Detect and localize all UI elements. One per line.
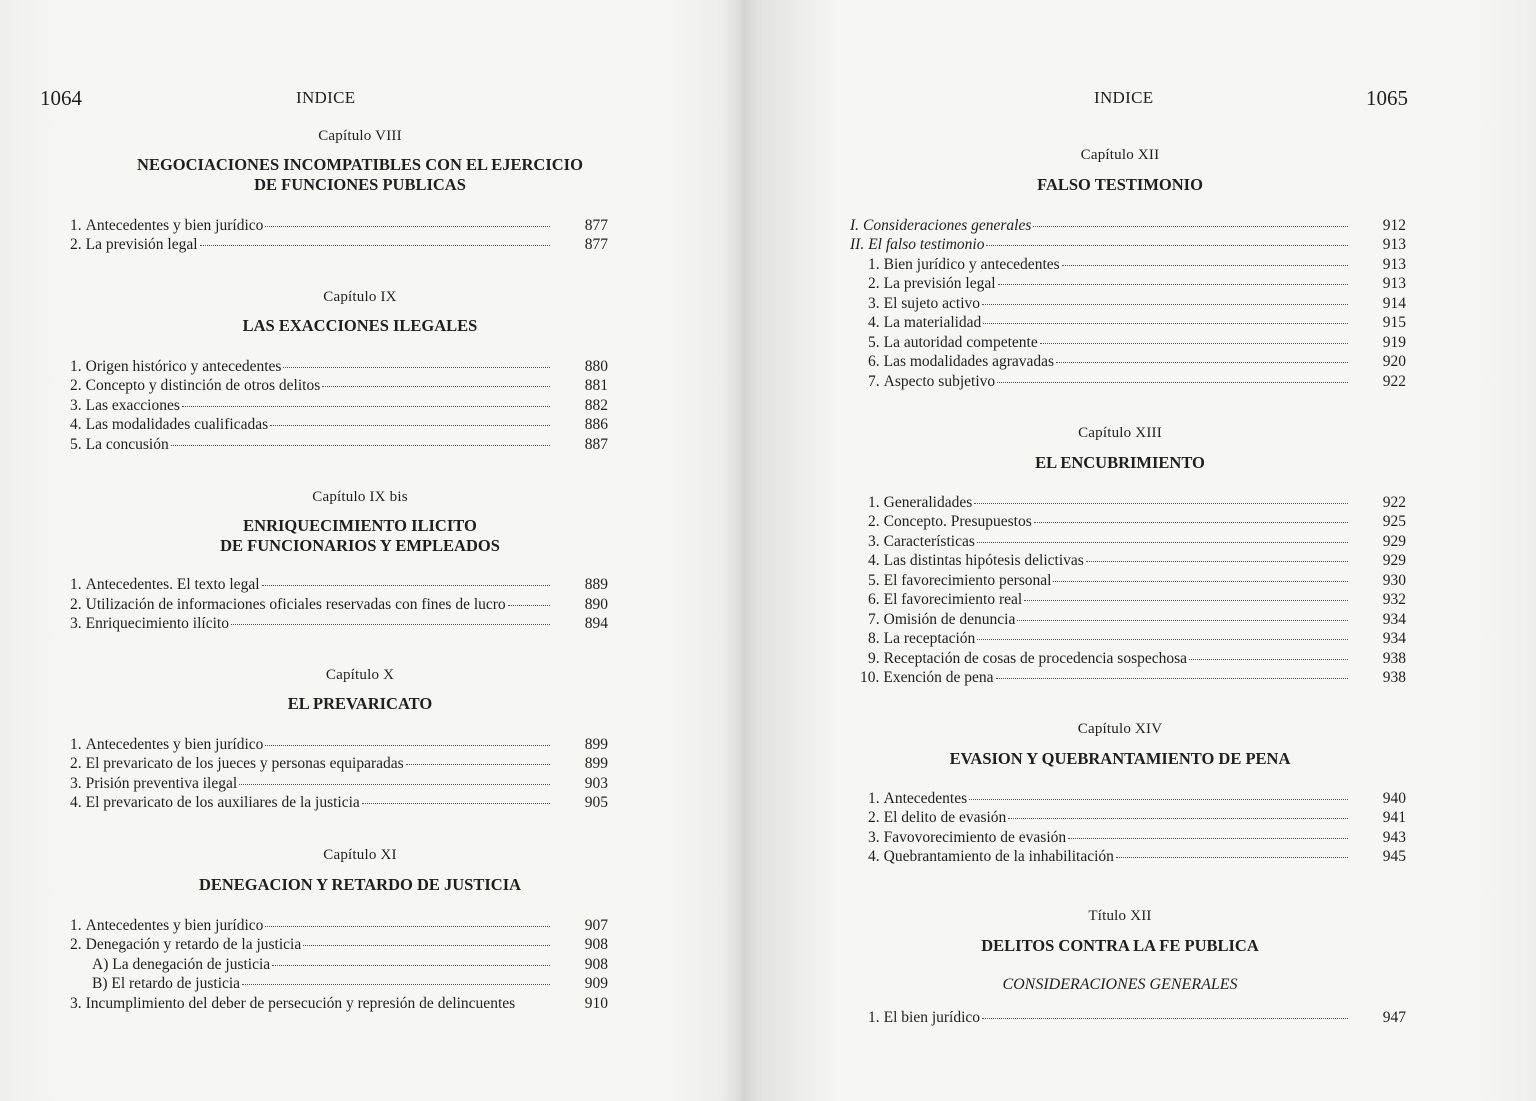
entry-number: 1. [70,736,82,753]
entry-title: La previsión legal [883,275,996,292]
entry-page: 914 [1382,295,1406,312]
chapter-title [40,875,680,895]
book-gutter [722,0,762,1101]
entry-title: Las exacciones [85,397,180,414]
toc-entry[interactable] [88,974,608,994]
entry-title: La previsión legal [85,236,198,253]
toc-entry[interactable] [868,847,1406,867]
entry-number: 1. [868,256,880,273]
entry-number: 7. [868,373,880,390]
entry-page: 938 [1382,669,1406,686]
entry-title: El favorecimiento personal [883,572,1052,589]
entry-number: 9. [868,650,880,667]
entry-page: 929 [1382,533,1406,550]
chapter-title-line: EL PREVARICATO [287,694,433,713]
title-heading [800,936,1440,956]
entry-title: Las modalidades cualificadas [85,416,269,433]
leader-dots [283,355,550,368]
entry-number: 5. [868,334,880,351]
leader-dots [997,370,1348,383]
entry-page: 920 [1382,353,1406,370]
entry-page: 947 [1382,1009,1406,1026]
entry-title: Enriquecimiento ilícito [85,615,229,632]
leader-dots [982,292,1348,305]
entry-page: 908 [584,956,608,973]
toc-entry[interactable] [70,575,608,595]
entry-page: 909 [584,975,608,992]
leader-dots [182,394,550,407]
leader-dots [977,627,1348,640]
toc-entry[interactable] [868,274,1406,294]
toc-entry[interactable] [868,590,1406,610]
toc-entry[interactable] [868,512,1406,532]
entry-number: 6. [868,591,880,608]
entry-title: A) La denegación de justicia [92,956,271,973]
entry-number: 2. [868,275,880,292]
entry-page: 925 [1382,513,1406,530]
entry-page: 882 [584,397,608,414]
entry-number: 1. [868,494,880,511]
leader-dots [996,666,1348,679]
chapter-title [40,316,680,336]
leader-dots [362,791,550,804]
leader-dots [998,272,1348,285]
entry-number: 3. [70,775,82,792]
entry-page: 880 [584,358,608,375]
leader-dots [1024,588,1348,601]
entry-number: 10. [860,669,880,686]
toc-entry[interactable] [70,376,608,396]
leader-dots [239,772,550,785]
entry-title: Antecedentes y bien jurídico [85,736,264,753]
entry-number: 4. [868,848,880,865]
leader-dots [1008,806,1348,819]
entry-page: 910 [584,995,608,1012]
entry-page: 913 [1382,236,1406,253]
chapter-label: Capítulo IX [323,289,397,305]
entry-page: 929 [1382,552,1406,569]
leader-dots [1062,253,1348,266]
entry-page: 940 [1382,790,1406,807]
toc-entry[interactable] [860,668,1406,688]
leader-dots [1034,510,1348,523]
entry-number: 2. [70,377,82,394]
entry-number: 5. [70,436,82,453]
leader-dots [262,573,550,586]
entry-page: 890 [584,596,608,613]
entry-title: B) El retardo de justicia [92,975,241,992]
entry-title: El falso testimonio [868,236,985,253]
entry-number: 2. [70,596,82,613]
entry-page: 934 [1382,630,1406,647]
entry-title: Exención de pena [883,669,994,686]
entry-title: La concusión [85,436,169,453]
toc-entry[interactable] [868,808,1406,828]
entry-title: Bien jurídico y antecedentes [883,256,1060,273]
entry-title: Antecedentes y bien jurídico [85,217,264,234]
leader-dots [983,311,1348,324]
entry-number: 3. [868,533,880,550]
toc-entry[interactable] [868,313,1406,333]
entry-title: El delito de evasión [883,809,1007,826]
leader-dots [1056,350,1348,363]
leader-dots [986,233,1348,246]
entry-page: 903 [584,775,608,792]
entry-page: 913 [1382,275,1406,292]
entry-title: El sujeto activo [883,295,981,312]
entry-title: Prisión preventiva ilegal [85,775,238,792]
entry-page: 930 [1382,572,1406,589]
entry-page: 938 [1382,650,1406,667]
title-label: Título XII [1088,908,1152,924]
entry-title: Aspecto subjetivo [883,373,996,390]
entry-number: 4. [70,416,82,433]
entry-title: La receptación [883,630,976,647]
chapter-title [40,155,680,195]
entry-title: Origen histórico y antecedentes [85,358,282,375]
entry-title: Concepto. Presupuestos [883,513,1032,530]
entry-page: 919 [1382,334,1406,351]
right-page [760,0,1536,1101]
entry-page: 912 [1382,217,1406,234]
entry-page: 941 [1382,809,1406,826]
section-subtitle: CONSIDERACIONES GENERALES [1002,976,1238,993]
entry-number: 1. [868,790,880,807]
toc-entry[interactable] [70,435,608,455]
entry-page: 889 [584,576,608,593]
chapter-label: Capítulo XIII [1078,425,1162,441]
entry-page: 905 [584,794,608,811]
toc-entry[interactable] [868,372,1406,392]
entry-title: El favorecimiento real [883,591,1023,608]
leader-dots [974,491,1348,504]
leader-dots [1189,647,1348,660]
entry-title: Incumplimiento del deber de persecución y represión de delincuentes [85,995,516,1012]
entry-page: 899 [584,755,608,772]
toc-entry[interactable] [868,629,1406,649]
entry-number: 4. [868,552,880,569]
entry-page: 899 [584,736,608,753]
entry-page: 887 [584,436,608,453]
leader-dots [1116,845,1348,858]
leader-dots [265,914,550,927]
leader-dots [1086,549,1348,562]
entry-number: 8. [868,630,880,647]
entry-title: Utilización de informaciones oficiales reservadas con fines de lucro [85,596,506,613]
leader-dots [982,1006,1348,1019]
entry-number: 3. [868,829,880,846]
entry-page: 881 [584,377,608,394]
toc-entry[interactable] [70,614,608,634]
entry-page: 943 [1382,829,1406,846]
entry-number: 2. [868,809,880,826]
entry-title: La autoridad competente [883,334,1038,351]
leader-dots [508,593,550,606]
entry-page: 886 [584,416,608,433]
entry-title: Antecedentes y bien jurídico [85,917,264,934]
leader-dots [231,612,550,625]
chapter-label: Capítulo XII [1080,147,1160,163]
entry-number: 5. [868,572,880,589]
entry-title: Denegación y retardo de la justicia [85,936,302,953]
leader-dots [200,233,550,246]
left-page [0,0,760,1101]
chapter-title [800,749,1440,769]
entry-title: La materialidad [883,314,982,331]
entry-page: 945 [1382,848,1406,865]
leader-dots [1033,214,1348,227]
chapter-title-line: DENEGACION Y RETARDO DE JUSTICIA [198,875,522,894]
leader-dots [406,752,550,765]
entry-number: 4. [868,314,880,331]
toc-entry[interactable] [70,415,608,435]
entry-page: 922 [1382,494,1406,511]
entry-page: 934 [1382,611,1406,628]
chapter-title [800,453,1440,473]
entry-title: Las modalidades agravadas [883,353,1055,370]
entry-title: Consideraciones generales [863,217,1032,234]
entry-number: 3. [70,397,82,414]
page-number-right: 1065 [1366,86,1408,110]
entry-number: 6. [868,353,880,370]
leader-dots [1017,608,1348,621]
entry-number: I. [850,217,860,234]
entry-number: 7. [868,611,880,628]
chapter-title-line: EL ENCUBRIMIENTO [1035,453,1205,472]
chapter-label: Capítulo VIII [318,128,402,144]
entry-title: El prevaricato de los jueces y personas equiparadas [85,755,404,772]
chapter-title [40,516,680,556]
entry-page: 877 [584,236,608,253]
entry-title: Favovorecimiento de evasión [883,829,1067,846]
toc-entry[interactable] [70,935,608,955]
entry-number: 1. [70,217,82,234]
entry-title: Antecedentes [883,790,968,807]
entry-number: 3. [70,615,82,632]
entry-number: 1. [70,358,82,375]
entry-page: 932 [1382,591,1406,608]
leader-dots [322,374,550,387]
chapter-label: Capítulo IX bis [312,489,408,505]
entry-title: Quebrantamiento de la inhabilitación [883,848,1114,865]
toc-entry[interactable] [868,352,1406,372]
chapter-title-line: DE FUNCIONARIOS Y EMPLEADOS [220,536,500,555]
leader-dots [270,413,550,426]
entry-title: El prevaricato de los auxiliares de la justicia [85,794,360,811]
entry-title: Las distintas hipótesis delictivas [883,552,1084,569]
entry-number: 3. [70,995,82,1012]
entry-number: 1. [70,917,82,934]
page-number-left: 1064 [40,86,82,110]
entry-number: 2. [70,755,82,772]
entry-page: 894 [584,615,608,632]
chapter-title-line: FALSO TESTIMONIO [1037,175,1203,194]
chapter-title-line: EVASION Y QUEBRANTAMIENTO DE PENA [949,749,1291,768]
entry-title: Receptación de cosas de procedencia sospechosa [883,650,1188,667]
entry-page: 877 [584,217,608,234]
chapter-title-line: LAS EXACCIONES ILEGALES [242,316,478,335]
toc-entry[interactable] [868,1008,1406,1028]
entry-page: 915 [1382,314,1406,331]
entry-title: Generalidades [883,494,973,511]
leader-dots [265,733,550,746]
leader-dots [303,933,550,946]
entry-title: Omisión de denuncia [883,611,1016,628]
toc-entry[interactable] [868,551,1406,571]
chapter-label: Capítulo XIV [1077,721,1163,737]
leader-dots [242,972,550,985]
leader-dots [977,530,1348,543]
toc-entry[interactable] [70,793,608,813]
chapter-title-line: DE FUNCIONES PUBLICAS [254,175,466,194]
leader-dots [272,953,550,966]
entry-number: 2. [70,236,82,253]
chapter-label: Capítulo X [325,667,395,683]
entry-page: 907 [584,917,608,934]
entry-page: 908 [584,936,608,953]
leader-dots [969,787,1348,800]
leader-dots [1068,826,1348,839]
toc-entry[interactable] [70,235,608,255]
leader-dots [171,433,550,446]
entry-page: 922 [1382,373,1406,390]
toc-entry[interactable] [850,235,1406,255]
toc-entry[interactable] [70,754,608,774]
toc-entry[interactable] [70,994,608,1014]
leader-dots [1053,569,1348,582]
entry-title: Antecedentes. El texto legal [85,576,260,593]
entry-title: El bien jurídico [883,1009,981,1026]
leader-dots [265,214,550,227]
leader-dots [1040,331,1348,344]
chapter-label: Capítulo XI [323,847,397,863]
chapter-title-line: NEGOCIACIONES INCOMPATIBLES CON EL EJERCICIO [137,155,583,174]
entry-number: II. [850,236,865,253]
chapter-title-line: DELITOS CONTRA LA FE PUBLICA [981,936,1259,955]
chapter-title [40,694,680,714]
entry-number: 2. [868,513,880,530]
entry-number: 4. [70,794,82,811]
entry-number: 3. [868,295,880,312]
entry-number: 1. [868,1009,880,1026]
chapter-title [800,175,1440,195]
entry-number: 2. [70,936,82,953]
entry-title: Concepto y distinción de otros delitos [85,377,321,394]
entry-title: Características [883,533,975,550]
chapter-title-line: ENRIQUECIMIENTO ILICITO [243,516,477,535]
running-head-right: INDICE [1094,88,1154,107]
entry-number: 1. [70,576,82,593]
running-head-left: INDICE [296,88,356,107]
entry-page: 913 [1382,256,1406,273]
